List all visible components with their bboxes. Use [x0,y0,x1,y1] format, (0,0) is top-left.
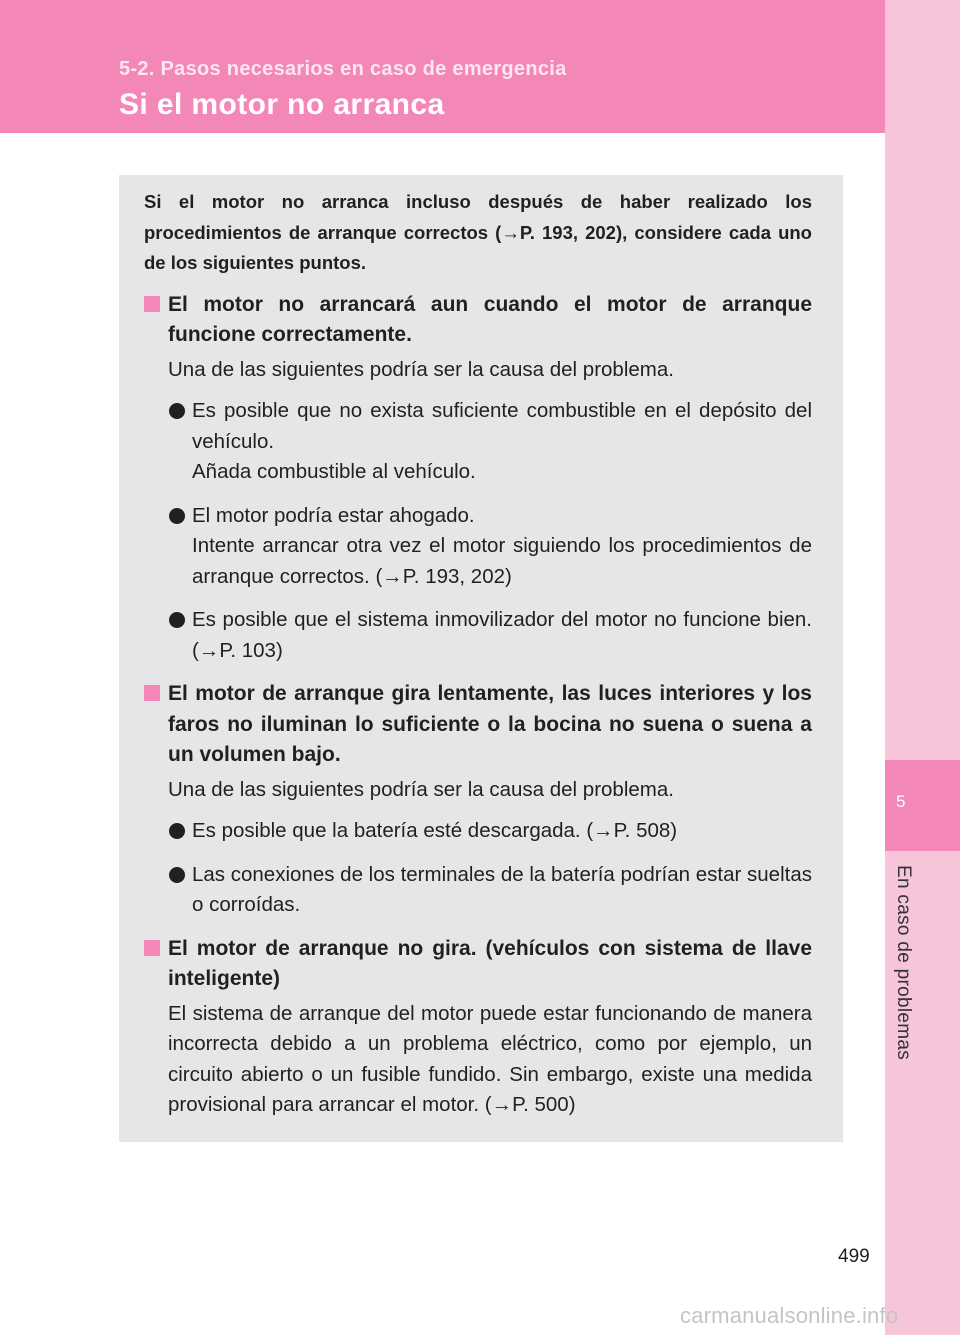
section-heading-text: El motor de arranque no gira. (vehículos con sistema de llave inteligente) [168,936,812,990]
circle-bullet-icon [169,867,185,883]
circle-bullet-icon [169,823,185,839]
list-item [144,501,812,593]
page-header [0,0,885,133]
list-item-text: El motor podría estar ahogado. [192,503,475,527]
list-item [144,816,812,847]
circle-bullet-icon [169,403,185,419]
watermark: carmanualsonline.info [680,1303,899,1328]
section-label: 5-2. Pasos necesarios en caso de emergencia [119,58,567,80]
section-text: El sistema de arranque del motor puede estar funcionando de manera incorrecta debido a un problema eléctrico, como por ejemplo, un circuito abierto o un fusible fundido. Sin embargo, existe una medida provisional para arrancar el motor. (→P. 500) [168,1001,812,1116]
section-heading-text: El motor de arranque gira lentamente, las luces interiores y los faros no iluminan lo suficiente o la bocina no suena o suena a un volumen bajo. [168,682,812,766]
list-item [144,396,812,488]
circle-bullet-icon [169,612,185,628]
content-panel [119,175,843,1142]
square-bullet-icon [144,296,160,312]
section-heading-text: El motor no arrancará aun cuando el motor de arranque funcione correctamente. [168,292,812,346]
list-item [144,605,812,666]
list-item-text: Es posible que no exista suficiente combustible en el depósito del vehículo. [192,399,812,453]
chapter-number: 5 [896,792,906,811]
list-item-subtext: Añada combustible al vehículo. [192,460,476,483]
side-chapter-tab [885,0,960,1335]
list-item-text: Las conexiones de los terminales de la batería podrían estar sueltas o corroídas. [192,862,812,916]
list-item-subtext: Intente arrancar otra vez el motor siguiendo los procedimientos de arranque correctos. (→P. 193, 202) [192,534,812,588]
list-item [144,860,812,921]
section-text: Una de las siguientes podría ser la causa del problema. [168,357,674,381]
square-bullet-icon [144,940,160,956]
chapter-title: En caso de problemas [893,865,914,1061]
intro-text: Si el motor no arranca incluso después de haber realizado los procedimientos de arranque correctos (→P. 193, 202), considere cada uno de los siguientes puntos. [144,191,812,273]
section-heading [144,934,812,995]
list-item-text: Es posible que la batería esté descargada. (→P. 508) [192,819,678,842]
square-bullet-icon [144,685,160,701]
section-heading [144,679,812,771]
page-title: Si el motor no arranca [119,88,445,121]
section-heading [144,290,812,351]
page-number: 499 [838,1246,870,1267]
list-item-text: Es posible que el sistema inmovilizador del motor no funcione bien. (→P. 103) [192,608,812,662]
section-text: Una de las siguientes podría ser la causa del problema. [168,777,674,801]
circle-bullet-icon [169,508,185,524]
